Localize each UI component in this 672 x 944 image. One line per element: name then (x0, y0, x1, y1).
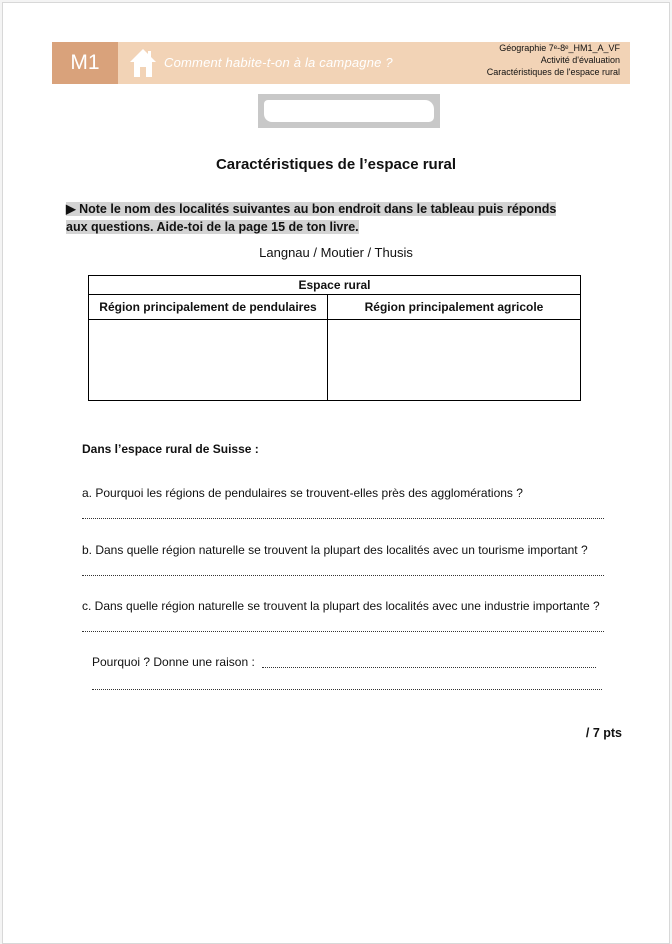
answer-cell-agricole[interactable] (328, 320, 581, 401)
answer-cell-pendulaires[interactable] (89, 320, 328, 401)
name-box-field[interactable] (264, 100, 434, 122)
header-meta (420, 42, 620, 78)
column-header-agricole: Région principalement agricole (328, 295, 581, 320)
reason-answer-line-2[interactable] (92, 689, 602, 690)
answer-line-a[interactable] (82, 518, 604, 519)
student-name-box[interactable] (258, 94, 440, 128)
column-header-pendulaires: Région principalement de pendulaires (89, 295, 328, 320)
module-header-band (52, 42, 630, 84)
subject-code: Géographie 7ᵉ-8ᵉ_HM1_A_VF (499, 43, 620, 53)
instruction (66, 200, 580, 236)
answer-line-c[interactable] (82, 631, 604, 632)
activity-type: Activité d'évaluation (540, 55, 620, 65)
instruction-marker-icon: ▶ (66, 202, 76, 216)
question-c: c. Dans quelle région naturelle se trouvent la plupart des localités avec une industrie importante ? (82, 599, 600, 613)
reason-prompt: Pourquoi ? Donne une raison : (92, 655, 255, 669)
question-b: b. Dans quelle région naturelle se trouvent la plupart des localités avec un tourisme important ? (82, 543, 588, 557)
classification-table (88, 275, 581, 401)
page-title: Caractéristiques de l’espace rural (215, 156, 457, 173)
question-a: a. Pourquoi les régions de pendulaires se trouvent-elles près des agglomérations ? (82, 486, 523, 500)
house-icon (128, 47, 158, 79)
answer-line-b[interactable] (82, 575, 604, 576)
module-title: Comment habite-t-on à la campagne ? (164, 55, 393, 70)
score-total: / 7 pts (585, 726, 622, 740)
reason-answer-line[interactable] (262, 667, 596, 668)
module-badge: M1 (52, 42, 118, 84)
activity-topic: Caractéristiques de l'espace rural (486, 67, 620, 77)
worksheet-page (2, 2, 670, 944)
localities-list: Langnau / Moutier / Thusis (259, 245, 413, 260)
table-title: Espace rural (89, 276, 581, 295)
instruction-text: Note le nom des localités suivantes au bon endroit dans le tableau puis réponds aux questions. Aide-toi de la page 15 de ton livre. (66, 202, 557, 234)
questions-intro: Dans l’espace rural de Suisse : (82, 442, 259, 456)
